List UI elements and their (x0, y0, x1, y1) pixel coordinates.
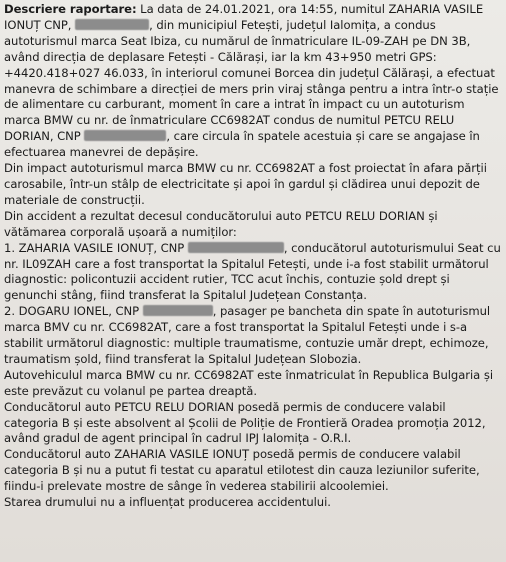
report-heading: Descriere raportare: (4, 2, 137, 16)
redacted-cnp-petcu (84, 130, 166, 141)
text-segment: , care circula în spatele acestuia și care se angajase în efectuarea manevrei de depășire. (4, 129, 480, 160)
paragraph-victim-2 (4, 304, 502, 368)
redacted-cnp-victim-1 (188, 242, 284, 253)
paragraph-impact: Din impact autoturismul marca BMW cu nr. CC6982AT a fost proiectat în afara părții carosabile, într-un stâlp de electricitate și apoi în gardul și clădirea unui depozit de materiale de construcții. (4, 161, 487, 207)
text-segment: La data de 24.01.2021, ora 14:55, numitul ZAHARIA VASILE IONUȚ CNP, (4, 2, 484, 32)
text-segment: , pasager pe bancheta din spate în autoturismul marca BMV cu nr. CC6982AT, care a fost transportat la Spitalul Fetești unde i s-a stabilit următorul diagnostic: multiple traumatisme, contuzie umăr drept, echimoze, traumatism șold, fiind transferat la Spitalul Județean Slobozia. (4, 304, 491, 366)
paragraph-victims-intro: Din accident a rezultat decesul conducătorului auto PETCU RELU DORIAN și vătămarea corporală ușoară a numiților: (4, 208, 438, 239)
paragraph-victim-1 (4, 241, 502, 305)
paragraph-vehicle-registration: Autovehiculul marca BMW cu nr. CC6982AT este înmatriculat în Republica Bulgaria și este prevăzut cu volanul pe partea dreaptă. (4, 367, 494, 398)
redacted-cnp-zaharia (75, 19, 149, 30)
paragraph-road-condition: Starea drumului nu a influențat producerea accidentului. (4, 495, 331, 510)
paragraph-incident (4, 2, 502, 161)
text-segment: 1. ZAHARIA VASILE IONUȚ, CNP (4, 240, 188, 255)
paragraph-driver-petcu: Conducătorul auto PETCU RELU DORIAN posedă permis de conducere valabil categoria B și este absolvent al Școlii de Poliție de Frontieră Oradea promoția 2012, având gradul de agent principal în cadrul IPJ Ialomița - O.R.I. (4, 399, 486, 446)
redacted-cnp-victim-2 (143, 305, 213, 316)
text-segment: , conducătorul autoturismului Seat cu nr. IL09ZAH care a fost transportat la Spitalul Fetești, unde i-a fost stabilit următorul diagnostic: policontuzii accident rutier, TCC acut închis, contuzie șold drept și genunchi stâng, fiind transferat la Spitalul Județean Constanța. (4, 240, 501, 303)
text-segment: , din municipiul Fetești, județul Ialomița, a condus autoturismul marca Seat Ibiza, cu numărul de înmatriculare IL-09-ZAH pe DN 3B, având direcția de deplasare Fetești - Călărași, iar la km 43+950 metri GPS: +4420.418+027 46.033, în interiorul comunei Borcea din județul Călărași, a efectuat manevra de schimbare a direcției de mers prin viraj stânga pentru a intra într-o stație de alimentare cu carburant, moment în care a intrat în impact cu un autoturism marca BMW cu nr. de înmatriculare CC6982AT condus de numitul PETCU RELU DORIAN, CNP (4, 17, 499, 144)
paragraph-driver-zaharia: Conducătorul auto ZAHARIA VASILE IONUȚ posedă permis de conducere valabil categoria B și nu a putut fi testat cu aparatul etilotest din cauza leziunilor suferite, fiindu-i prelevate mostre de sânge în vederea stabilirii alcoolemiei. (4, 447, 480, 494)
text-segment: 2. DOGARU IONEL, CNP (4, 304, 143, 319)
